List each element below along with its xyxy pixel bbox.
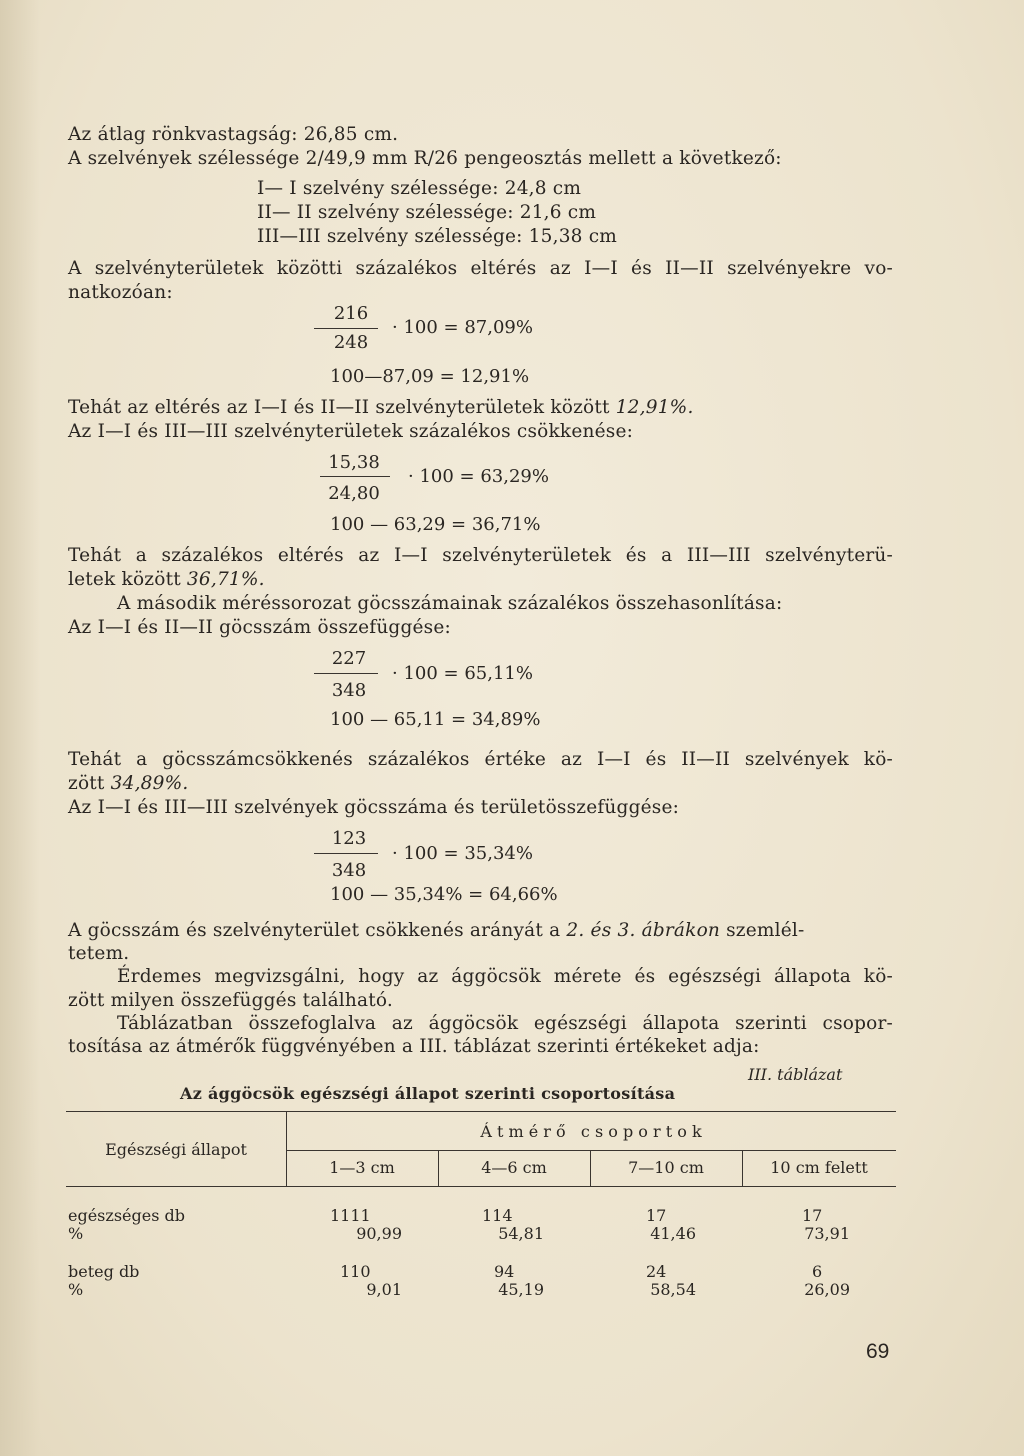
text-line: A göcsszám és szelvényterület csökkenés arányát a 2. és 3. ábrákon szemlél- [68, 920, 805, 941]
table-cell: 17 [802, 1206, 823, 1225]
table-row-label: % [68, 1224, 84, 1243]
text-line: zött 34,89%. [68, 773, 189, 794]
text-line: Az I—I és III—III szelvények göcsszáma és területösszefüggése: [68, 797, 680, 818]
table-cell: 58,54 [650, 1280, 696, 1299]
text-line: tetem. [68, 943, 130, 964]
text-line: letek között 36,71%. [68, 569, 265, 590]
width-line: I— I szelvény szélessége: 24,8 cm [257, 178, 582, 199]
table-column-header: 7—10 cm [628, 1158, 704, 1177]
equation: 100 — 65,11 = 34,89% [330, 709, 541, 730]
table-group-header: Á t m é r ő c s o p o r t o k [480, 1122, 702, 1141]
text-line: Tehát az eltérés az I—I és II—II szelvényterületek között 12,91%. [68, 397, 694, 418]
fraction-denominator: 348 [331, 680, 367, 701]
text-line: zött milyen összefüggés található. [68, 990, 393, 1011]
text-line: Táblázatban összefoglalva az ággöcsök egészségi állapota szerinti csopor- [117, 1013, 893, 1034]
fraction-numerator: 123 [331, 828, 367, 849]
table-cell: 6 [812, 1262, 823, 1281]
width-line: II— II szelvény szélessége: 21,6 cm [257, 202, 597, 223]
equation: · 100 = 35,34% [392, 843, 533, 864]
page-number: 69 [866, 1340, 890, 1363]
equation: · 100 = 63,29% [408, 466, 549, 487]
table-cell: 114 [482, 1206, 513, 1225]
equation: 100—87,09 = 12,91% [330, 366, 530, 387]
table-cell: 90,99 [356, 1224, 402, 1243]
text-line: Érdemes megvizsgálni, hogy az ággöcsök mérete és egészségi állapota kö- [117, 966, 893, 987]
table-row-label: % [68, 1280, 84, 1299]
table-cell: 26,09 [804, 1280, 850, 1299]
table-column-header: 4—6 cm [481, 1158, 547, 1177]
fraction-bar [320, 476, 390, 477]
fraction-numerator: 15,38 [328, 452, 380, 473]
table-caption: Az ággöcsök egészségi állapot szerinti csoportosítása [180, 1084, 676, 1103]
table-row-label: beteg db [68, 1262, 140, 1281]
text-line: A szelvények szélessége 2/49,9 mm R/26 pengeosztás mellett a következő: [68, 148, 782, 169]
text-line: Az átlag rönkvastagság: 26,85 cm. [68, 124, 399, 145]
fraction-numerator: 227 [331, 648, 367, 669]
fraction-denominator: 348 [331, 860, 367, 881]
fraction-bar [314, 673, 378, 674]
fraction-bar [314, 853, 378, 854]
table-cell: 1111 [330, 1206, 371, 1225]
table-cell: 24 [646, 1262, 667, 1281]
table-cell: 54,81 [498, 1224, 544, 1243]
table-cell: 73,91 [804, 1224, 850, 1243]
table-cell: 110 [340, 1262, 371, 1281]
table-group-rule [286, 1150, 896, 1151]
text-line: Tehát a göcsszámcsökkenés százalékos értéke az I—I és II—II szelvények kö- [68, 749, 893, 770]
equation: 100 — 35,34% = 64,66% [330, 884, 558, 905]
text-line: natkozóan: [68, 282, 173, 303]
table-cell: 45,19 [498, 1280, 544, 1299]
table-column-header: 1—3 cm [329, 1158, 395, 1177]
fraction-denominator: 24,80 [328, 483, 380, 504]
table-row-label: egészséges db [68, 1206, 185, 1225]
text-line: Tehát a százalékos eltérés az I—I szelvényterületek és a III—III szelvényterü- [68, 545, 893, 566]
table-cell: 17 [646, 1206, 667, 1225]
equation: · 100 = 65,11% [392, 663, 533, 684]
table-top-rule [66, 1111, 896, 1112]
table-column-header: 10 cm felett [770, 1158, 868, 1177]
table-cell: 94 [494, 1262, 515, 1281]
table-cell: 9,01 [366, 1280, 402, 1299]
table-header-rule [66, 1186, 896, 1187]
table-number: III. táblázat [748, 1065, 843, 1084]
fraction-bar [314, 328, 378, 329]
text-line: A szelvényterületek közötti százalékos eltérés az I—I és II—II szelvényekre vo- [68, 258, 893, 279]
equation: · 100 = 87,09% [392, 317, 533, 338]
page-edge-shadow [0, 0, 40, 1456]
width-line: III—III szelvény szélessége: 15,38 cm [257, 226, 618, 247]
table-row-header: Egészségi állapot [105, 1140, 247, 1159]
text-line: A második méréssorozat göcsszámainak százalékos összehasonlítása: [117, 593, 783, 614]
table-cell: 41,46 [650, 1224, 696, 1243]
text-line: Az I—I és III—III szelvényterületek százalékos csökkenése: [68, 421, 634, 442]
equation: 100 — 63,29 = 36,71% [330, 514, 541, 535]
text-line: tosítása az átmérők függvényében a III. táblázat szerinti értékeket adja: [68, 1036, 760, 1057]
fraction-numerator: 216 [333, 303, 369, 324]
text-line: Az I—I és II—II göcsszám összefüggése: [68, 617, 451, 638]
fraction-denominator: 248 [333, 332, 369, 353]
